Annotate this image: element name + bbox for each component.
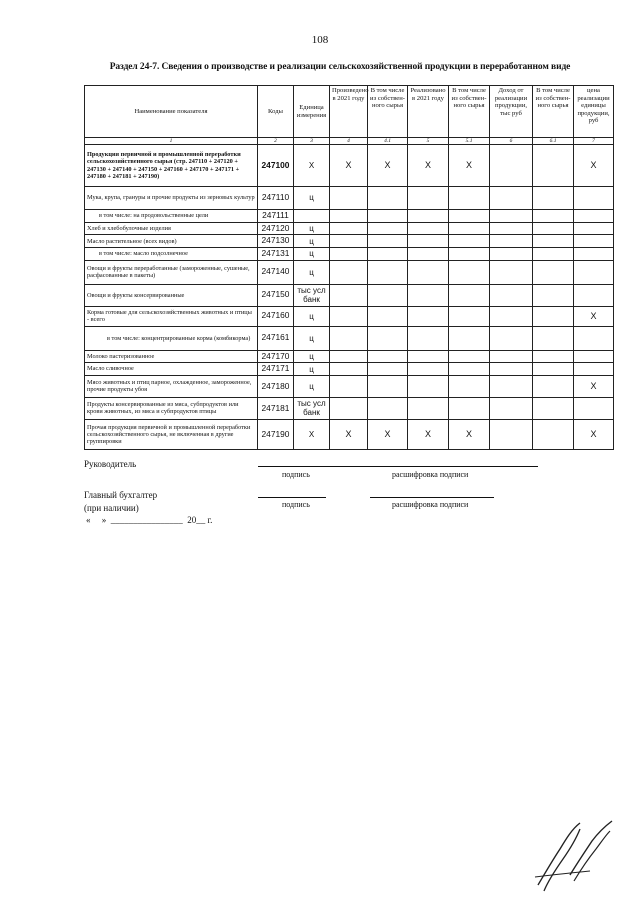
header-cell: Единица измерения (294, 86, 330, 138)
accountant-decoding-caption: расшифровка подписи (392, 500, 469, 509)
cell-c61[interactable] (533, 350, 574, 363)
cell-c51[interactable] (449, 222, 490, 235)
header-cell: В том числе из собствен-ного сырья (449, 86, 490, 138)
head-signature-caption: подпись (282, 470, 310, 479)
cell-c5[interactable]: X (408, 145, 449, 187)
row-code: 247170 (258, 350, 294, 363)
cell-c4[interactable] (330, 247, 368, 260)
row-name: Хлеб и хлебобулочные изделия (85, 222, 258, 235)
column-number: 2 (258, 138, 294, 145)
row-name: Мясо животных и птиц парное, охлажденное, замороженное, прочие продукты убоя (85, 375, 258, 397)
row-unit: ц (294, 260, 330, 284)
cell-c61[interactable] (533, 235, 574, 248)
section-title: Раздел 24-7. Сведения о производстве и реализации сельскохозяйственной продукции в переработанном виде (109, 62, 571, 72)
cell-c51[interactable]: X (449, 419, 490, 449)
table-row (85, 260, 614, 284)
cell-c5[interactable] (408, 284, 449, 306)
cell-c4[interactable]: X (330, 419, 368, 449)
column-number: 5.1 (449, 138, 490, 145)
cell-c61[interactable] (533, 210, 574, 223)
row-code: 247160 (258, 306, 294, 326)
row-unit: ц (294, 350, 330, 363)
cell-c5[interactable] (408, 306, 449, 326)
cell-c51[interactable] (449, 326, 490, 350)
cell-c7[interactable] (574, 284, 614, 306)
row-unit: ц (294, 187, 330, 210)
cell-c41[interactable] (368, 222, 408, 235)
cell-c41[interactable] (368, 187, 408, 210)
row-code: 247110 (258, 187, 294, 210)
cell-c51[interactable] (449, 210, 490, 223)
cell-c51[interactable]: X (449, 145, 490, 187)
cell-c51[interactable] (449, 397, 490, 419)
cell-c41[interactable] (368, 397, 408, 419)
cell-c7[interactable] (574, 363, 614, 376)
cell-c6[interactable] (490, 397, 533, 419)
cell-c61[interactable] (533, 419, 574, 449)
cell-c5[interactable] (408, 235, 449, 248)
header-cell: В том числе из собствен-ного сырья (533, 86, 574, 138)
column-number: 1 (85, 138, 258, 145)
cell-c6[interactable] (490, 419, 533, 449)
row-unit: ц (294, 363, 330, 376)
row-name: Масло растительное (всех видов) (85, 235, 258, 248)
cell-c5[interactable] (408, 397, 449, 419)
row-unit: ц (294, 326, 330, 350)
table-row (85, 222, 614, 235)
header-cell: Реализовано в 2021 году (408, 86, 449, 138)
row-name: Молоко пастеризованное (85, 350, 258, 363)
cell-c41[interactable] (368, 247, 408, 260)
table-row (85, 326, 614, 350)
cell-c5[interactable] (408, 363, 449, 376)
cell-c4[interactable] (330, 284, 368, 306)
table-row (85, 350, 614, 363)
column-number: 4 (330, 138, 368, 145)
cell-c4[interactable] (330, 235, 368, 248)
cell-c61[interactable] (533, 260, 574, 284)
cell-c41[interactable]: X (368, 145, 408, 187)
cell-c4[interactable] (330, 350, 368, 363)
cell-c51[interactable] (449, 235, 490, 248)
table-row (85, 375, 614, 397)
cell-c7[interactable] (574, 187, 614, 210)
row-name: Корма готовые для сельскохозяйственных животных и птицы - всего (85, 306, 258, 326)
cell-c4[interactable] (330, 260, 368, 284)
cell-c7[interactable] (574, 235, 614, 248)
cell-c4[interactable] (330, 326, 368, 350)
cell-c6[interactable] (490, 363, 533, 376)
cell-c5[interactable] (408, 326, 449, 350)
header-cell: Коды (258, 86, 294, 138)
cell-c51[interactable] (449, 187, 490, 210)
table-row (85, 235, 614, 248)
row-code: 247171 (258, 363, 294, 376)
cell-c41[interactable] (368, 375, 408, 397)
cell-c7[interactable]: X (574, 145, 614, 187)
row-name: Овощи и фрукты переработанные (замороженные, сушеные, расфасованные в пакеты) (85, 260, 258, 284)
cell-c7[interactable] (574, 222, 614, 235)
chief-accountant-label: Главный бухгалтер (84, 490, 158, 500)
table-row (85, 284, 614, 306)
row-unit (294, 210, 330, 223)
head-decoding-caption: расшифровка подписи (392, 470, 469, 479)
cell-c4[interactable] (330, 375, 368, 397)
cell-c61[interactable] (533, 375, 574, 397)
cell-c4[interactable] (330, 210, 368, 223)
cell-c61[interactable] (533, 397, 574, 419)
cell-c41[interactable] (368, 210, 408, 223)
production-table (84, 85, 614, 450)
table-row (85, 419, 614, 449)
row-unit: ц (294, 306, 330, 326)
cell-c51[interactable] (449, 284, 490, 306)
if-present-label: (при наличии) (84, 503, 139, 513)
cell-c5[interactable] (408, 210, 449, 223)
cell-c5[interactable] (408, 187, 449, 210)
head-signature-line[interactable] (258, 466, 538, 467)
cell-c4[interactable] (330, 306, 368, 326)
cell-c61[interactable] (533, 326, 574, 350)
table-row (85, 187, 614, 210)
cell-c51[interactable] (449, 350, 490, 363)
row-code: 247131 (258, 247, 294, 260)
row-name: Масло сливочное (85, 363, 258, 376)
cell-c7[interactable] (574, 350, 614, 363)
accountant-signature-line[interactable] (258, 497, 326, 498)
row-unit: ц (294, 235, 330, 248)
cell-c5[interactable] (408, 222, 449, 235)
row-code: 247190 (258, 419, 294, 449)
cell-c6[interactable] (490, 260, 533, 284)
cell-c4[interactable] (330, 363, 368, 376)
row-code: 247140 (258, 260, 294, 284)
row-unit: ц (294, 222, 330, 235)
column-number: 4.1 (368, 138, 408, 145)
cell-c7[interactable] (574, 210, 614, 223)
cell-c61[interactable] (533, 145, 574, 187)
header-cell: Доход от реализации продукции, тыс руб (490, 86, 533, 138)
column-number-row (85, 138, 614, 145)
cell-c41[interactable] (368, 260, 408, 284)
cell-c4[interactable]: X (330, 145, 368, 187)
table-row (85, 145, 614, 187)
cell-c41[interactable] (368, 306, 408, 326)
table-row (85, 363, 614, 376)
cell-c7[interactable] (574, 247, 614, 260)
cell-c41[interactable] (368, 284, 408, 306)
accountant-signature-caption: подпись (282, 500, 310, 509)
row-code: 247161 (258, 326, 294, 350)
row-unit: X (294, 145, 330, 187)
column-number: 6 (490, 138, 533, 145)
cell-c51[interactable] (449, 375, 490, 397)
row-code: 247130 (258, 235, 294, 248)
row-name: Мука, крупа, грануры и прочие продукты из зерновых культур (85, 187, 258, 210)
cell-c61[interactable] (533, 306, 574, 326)
cell-c41[interactable] (368, 235, 408, 248)
header-cell: цена реализации единицы продукции, руб (574, 86, 614, 138)
row-code: 247150 (258, 284, 294, 306)
cell-c5[interactable] (408, 350, 449, 363)
cell-c51[interactable] (449, 363, 490, 376)
cell-c61[interactable] (533, 187, 574, 210)
handwritten-initials-icon (530, 815, 620, 895)
row-name: в том числе: на продовольственные цели (85, 210, 258, 223)
cell-c4[interactable] (330, 397, 368, 419)
column-number: 5 (408, 138, 449, 145)
cell-c5[interactable] (408, 260, 449, 284)
cell-c61[interactable] (533, 247, 574, 260)
cell-c5[interactable]: X (408, 419, 449, 449)
row-code: 247111 (258, 210, 294, 223)
row-code: 247180 (258, 375, 294, 397)
row-unit: тыс усл банк (294, 397, 330, 419)
cell-c6[interactable] (490, 247, 533, 260)
row-unit: ц (294, 375, 330, 397)
cell-c7[interactable]: X (574, 419, 614, 449)
accountant-decoding-line[interactable] (370, 497, 494, 498)
header-cell: Произведено в 2021 году (330, 86, 368, 138)
cell-c41[interactable] (368, 350, 408, 363)
cell-c6[interactable] (490, 210, 533, 223)
table-row (85, 306, 614, 326)
column-number: 3 (294, 138, 330, 145)
cell-c6[interactable] (490, 350, 533, 363)
cell-c6[interactable] (490, 375, 533, 397)
row-name: Овощи и фрукты консервированные (85, 284, 258, 306)
row-unit: тыс усл банк (294, 284, 330, 306)
header-cell: Наименование показателя (85, 86, 258, 138)
cell-c51[interactable] (449, 247, 490, 260)
cell-c5[interactable] (408, 247, 449, 260)
cell-c41[interactable] (368, 326, 408, 350)
cell-c4[interactable] (330, 187, 368, 210)
cell-c51[interactable] (449, 306, 490, 326)
cell-c7[interactable] (574, 397, 614, 419)
column-number: 7 (574, 138, 614, 145)
column-number: 6.1 (533, 138, 574, 145)
cell-c41[interactable]: X (368, 419, 408, 449)
table-row (85, 397, 614, 419)
cell-c6[interactable] (490, 306, 533, 326)
head-label: Руководитель (84, 459, 137, 469)
cell-c5[interactable] (408, 375, 449, 397)
cell-c7[interactable]: X (574, 375, 614, 397)
cell-c61[interactable] (533, 222, 574, 235)
cell-c6[interactable] (490, 187, 533, 210)
page-number: 108 (311, 34, 329, 46)
table-row (85, 247, 614, 260)
cell-c6[interactable] (490, 222, 533, 235)
row-name: Продукты консервированные из мяса, субпродуктов или крови животных, из мяса и субпродуктов птицы (85, 397, 258, 419)
cell-c6[interactable] (490, 326, 533, 350)
row-name: в том числе: концентрированные корма (комбикорма) (85, 326, 258, 350)
row-code: 247100 (258, 145, 294, 187)
row-unit: ц (294, 247, 330, 260)
header-cell: В том числе из собствен-ного сырья (368, 86, 408, 138)
row-code: 247181 (258, 397, 294, 419)
row-name: Прочая продукция первичной и промышленной переработки сельскохозяйственного сырья, не включенная в другие группировки (85, 419, 258, 449)
date-line[interactable]: « » ________________ 20__ г. (86, 515, 213, 525)
cell-c7[interactable] (574, 260, 614, 284)
table-row (85, 210, 614, 223)
cell-c4[interactable] (330, 222, 368, 235)
cell-c6[interactable] (490, 235, 533, 248)
row-name: Продукция первичной и промышленной переработки сельскохозяйственного сырья (стр. 247110 + 247120 + 247130 + 247140 + 247150 + 247160 + 247170 + 247171 + 247180 + 247181 + 247190) (85, 145, 258, 187)
cell-c7[interactable] (574, 326, 614, 350)
cell-c6[interactable] (490, 284, 533, 306)
cell-c7[interactable]: X (574, 306, 614, 326)
cell-c61[interactable] (533, 363, 574, 376)
cell-c51[interactable] (449, 260, 490, 284)
cell-c41[interactable] (368, 363, 408, 376)
cell-c61[interactable] (533, 284, 574, 306)
row-code: 247120 (258, 222, 294, 235)
cell-c6[interactable] (490, 145, 533, 187)
header-row (85, 86, 614, 138)
row-name: в том числе: масло подсолнечное (85, 247, 258, 260)
row-unit: X (294, 419, 330, 449)
